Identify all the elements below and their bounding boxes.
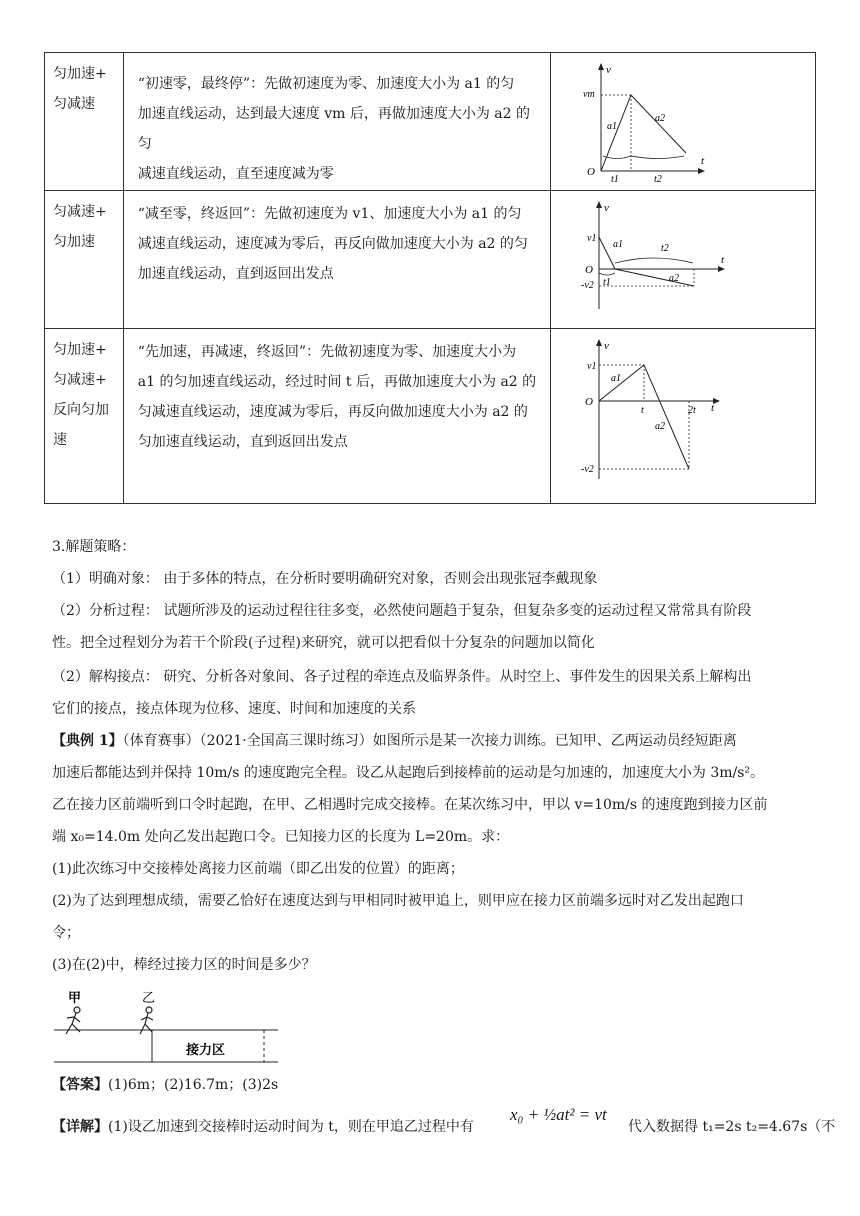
v1-label: v1 [586,233,597,244]
two-t-label: 2t [687,405,696,416]
motion-kind-line: 速 [53,432,67,448]
example-line: 乙在接力区前端听到口令时起跑，在甲、乙相遇时完成交接棒。在某次练习中，甲以 v=10m/s 的速度跑到接力区前 [52,797,768,813]
vt-graph-cell [550,329,815,504]
motion-desc-line: “先加速，再减速，终返回”：先做初速度为零、加速度大小为 [137,344,517,360]
motion-desc-line: 减速直线运动，速度减为零后，再反向做加速度大小为 a2 的匀 [137,236,528,252]
example-tag: 【典例 1】 [52,733,123,749]
motion-kind-cell [45,191,124,329]
table-row [45,329,816,504]
v-axis-label: v [605,64,611,76]
v-axis-label: v [603,340,609,352]
t2-label: t2 [653,174,662,185]
vt-graph-decel-return [551,191,815,324]
motion-desc-line: 加速直线运动，达到最大速度 vm 后，再做加速度大小为 a2 的匀 [137,106,531,152]
detail-text: (1)设乙加速到交接棒时运动时间为 t，则在甲追乙过程中有 [108,1119,474,1135]
motion-desc-cell [123,191,550,329]
motion-kind-cell [45,329,124,504]
vt-graph-cell [550,53,815,191]
strategy-point: （1）明确对象： 由于多体的特点，在分析时要明确研究对象，否则会出现张冠李戴现象 [52,571,598,587]
origin-label: O [584,396,593,408]
neg-v2-label: -v2 [580,464,594,475]
strategy-heading: 3.解题策略： [52,539,136,555]
answer-line [52,1074,278,1094]
vt-graph-accel-decel [551,53,815,186]
question-2-cont: 令； [52,925,80,941]
strategy-point: （2）分析过程： 试题所涉及的运动过程往往多变，必然使问题趋于复杂，但复杂多变的运动过程又常常具有阶段 [52,603,752,619]
motion-table [44,52,816,504]
vt-graph-accel-decel-return [551,329,815,499]
answer-tag: 【答案】 [52,1077,108,1093]
t1-label: t1 [610,174,619,185]
t2-label: t2 [660,243,669,254]
v1-label: v1 [586,361,597,372]
a2-label: a2 [654,421,665,432]
relay-zone-figure [52,986,292,1066]
relay-zone-label: 接力区 [186,1042,226,1057]
motion-desc-line: “初速零，最终停”：先做初速度为零、加速度大小为 a1 的匀 [137,76,515,92]
neg-v2-label: -v2 [580,280,594,291]
a2-label: a2 [668,273,679,284]
example-text: （体育赛事）（2021·全国高三课时练习）如图所示是某一次接力训练。已知甲、乙两运动员经短距离 [122,733,737,749]
strategy-point-cont: 它们的接点，接点体现为位移、速度、时间和加速度的关系 [52,701,416,717]
formula-text: x₀ + ½at² = vt [510,1105,607,1124]
a1-label: a1 [606,121,617,132]
table-row [45,53,816,191]
detail-formula [510,1105,607,1125]
detail-line [52,1116,474,1136]
motion-kind-line: 匀加速 [53,234,95,250]
v-axis-label: v [603,202,609,214]
motion-desc-line: 匀加速直线运动，直到返回出发点 [137,434,348,450]
question-2: (2)为了达到理想成绩，需要乙恰好在速度达到与甲相同时被甲追上，则甲应在接力区前端多远时对乙发出起跑口 [52,893,744,909]
example-line: 加速后都能达到并保持 10m/s 的速度跑完全程。设乙从起跑后到接棒前的运动是匀加速的，加速度大小为 3m/s²。 [52,765,765,781]
motion-desc-line: 减速直线运动，直至速度减为零 [137,166,334,182]
motion-kind-line: 匀加速+ [53,66,107,82]
strategy-point-cont: 性。把全过程划分为若干个阶段(子过程)来研究，就可以把看似十分复杂的问题加以简化 [52,635,595,651]
strategy-point: （2）解构接点： 研究、分析各对象间、各子过程的牵连点及临界条件。从时空上、事件发生的因果关系上解构出 [52,669,752,685]
origin-label: O [584,264,593,276]
t-axis-label: t [700,155,705,167]
vmax-label: vm [582,89,595,100]
motion-desc-line: 匀减速直线运动，速度减为零后，再反向做加速度大小为 a2 的 [137,404,528,420]
table-row [45,191,816,329]
motion-desc-line: a1 的匀加速直线运动，经过时间 t 后，再做加速度大小为 a2 的 [137,374,537,390]
runner-yi-label: 乙 [142,990,156,1005]
t-axis-label: t [710,402,715,414]
t-axis-label: t [720,254,725,266]
motion-desc-line: 加速直线运动，直到返回出发点 [137,266,334,282]
answer-text: (1)6m；(2)16.7m；(3)2s [108,1077,279,1093]
detail-tag: 【详解】 [52,1119,108,1135]
runner-jia-label: 甲 [68,990,82,1005]
t1-label: t1 [602,277,611,288]
motion-desc-cell [123,53,550,191]
origin-label: O [586,166,595,178]
example-line: 端 x₀=14.0m 处向乙发出起跑口令。已知接力区的长度为 L=20m。求： [52,829,510,845]
question-1: (1)此次练习中交接棒处离接力区前端（即乙出发的位置）的距离； [52,861,464,877]
motion-kind-line: 匀减速+ [53,372,107,388]
a1-label: a1 [612,239,623,250]
motion-kind-line: 匀加速+ [53,342,107,358]
vt-graph-cell [550,191,815,329]
motion-desc-cell [123,329,550,504]
t-mark-label: t [640,405,644,416]
motion-kind-line: 匀减速+ [53,204,107,220]
motion-desc-line: “减至零，终返回”：先做初速度为 v1、加速度大小为 a1 的匀 [137,206,522,222]
motion-kind-line: 匀减速 [53,96,95,112]
motion-kind-cell [45,53,124,191]
a1-label: a1 [610,373,621,384]
detail-text-post: 代入数据得 t₁=2s t₂=4.67s（不 [628,1119,836,1135]
a2-label: a2 [654,113,665,124]
example-line [52,730,737,750]
question-3: (3)在(2)中，棒经过接力区的时间是多少？ [52,957,316,973]
motion-kind-line: 反向匀加 [53,402,109,418]
